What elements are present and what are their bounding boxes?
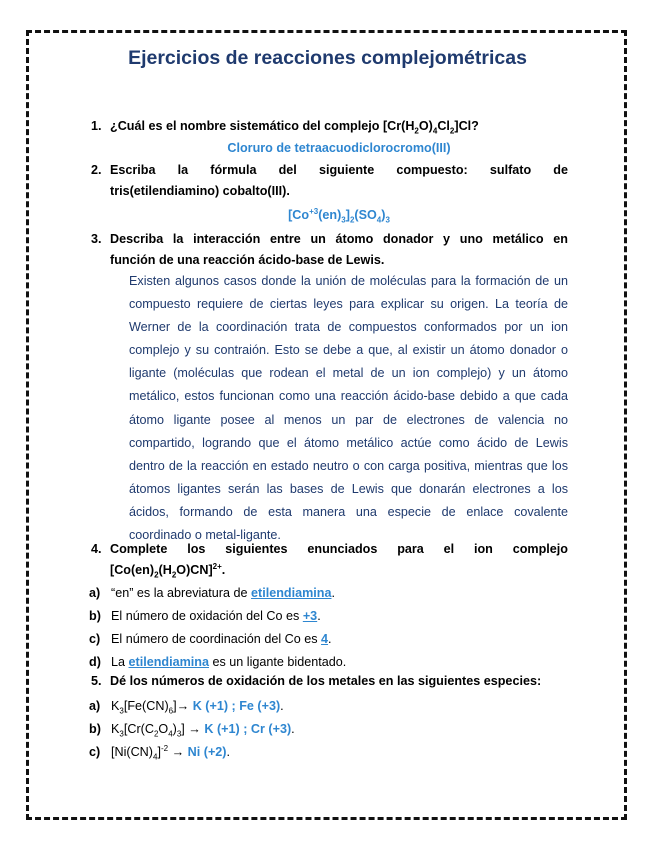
question-3-number: 3. (91, 232, 102, 246)
answer-line: coordinado o metal-ligante. (129, 528, 281, 543)
question-4 (91, 539, 568, 581)
question-3 (91, 229, 568, 271)
question-1-text: ¿Cuál es el nombre sistemático del complejo $[Cr(H_2O)_4Cl_2]Cl$? (110, 119, 479, 136)
answer-value: K (+1) ; Fe (+3) (192, 699, 281, 713)
question-3-answer (129, 270, 568, 547)
question-2 (91, 160, 568, 202)
q4-item-a: a) “en” es la abreviatura de etilendiamina. (89, 586, 335, 600)
q4-item-c: c) El número de coordinación del Co es 4. (89, 632, 332, 646)
question-3-line-1: Describa la interacción entre un átomo donador y uno metálico en (110, 232, 568, 246)
question-2-answer: $[Co^{+3}(en)_3]_2(SO_4)_3$ (288, 206, 390, 225)
q5-item-c: c) $[Ni(CN)_4]^{-2} \to Ni$ (+2). (89, 743, 230, 762)
q5-item-b: b) $K_3[Cr(C_2O_4)_3] \to K$ (+1) ; Cr (+3). (89, 722, 295, 739)
answer-link: etilendiamina (251, 586, 332, 600)
q4-item-b: b) El número de oxidación del Co es +3. (89, 609, 321, 623)
page-title: Ejercicios de reacciones complejométricas (128, 47, 527, 69)
question-1 (91, 116, 568, 137)
answer-line: dentro de la reacción en estado neutro o con carga positiva, mientras que los (129, 458, 568, 473)
question-4-number: 4. (91, 542, 102, 556)
q5-item-a: a) $K_3[Fe(CN)_6]\to K$ (+1) ; Fe (+3). (89, 699, 284, 716)
answer-line: átomo ligante posee al menos un par de electrones de valencia no (129, 412, 568, 427)
question-1-answer: Cloruro de tetraacuodiclorocromo(III) (227, 141, 451, 155)
question-2-number: 2. (91, 163, 102, 177)
answer-line: átomos ligantes serán las bases de Lewis que donarán electrones a los (129, 481, 568, 496)
answer-line: ácidos, formando de esta manera una especie de enlace covalente (129, 504, 568, 519)
answer-value: K (+1) ; Cr (+3) (204, 722, 292, 736)
question-4-formula: $[Co(en)_2(H_2O)CN]^{2+}$. (110, 561, 226, 580)
answer-link: +3 (302, 609, 318, 623)
answer-value: Ni (+2) (187, 745, 227, 759)
answer-line: complejo y su contraión. Esto se debe a que, al existir un átomo donador o (129, 343, 568, 358)
question-5 (91, 671, 568, 692)
answer-line: compuesto requiere de ciertas leyes para explicar su origen. La teoría de (129, 297, 568, 312)
question-1-number: 1. (91, 119, 102, 133)
question-5-number: 5. (91, 674, 102, 688)
question-2-line-2: tris(etilendiamino) cobalto(III). (110, 184, 290, 198)
answer-line: Werner de la coordinación trata de compuestos conformados por un ion (129, 320, 568, 335)
answer-line: ligante (moléculas que rodean el metal de un ion complejo) y un átomo (129, 366, 568, 381)
answer-link: 4 (321, 632, 329, 646)
answer-line: metálico, estos funcionan como una reacción ácido-base debido a que cada (129, 389, 568, 404)
answer-line: Existen algunos casos donde la unión de moléculas para la formación de un (129, 274, 568, 288)
q4-item-d: d) La etilendiamina es un ligante bidentado. (89, 655, 347, 669)
question-3-line-2: función de una reacción ácido-base de Lewis. (110, 253, 385, 267)
question-4-line-1: Complete los siguientes enunciados para el ion complejo (110, 542, 568, 556)
question-2-line-1: Escriba la fórmula del siguiente compuesto: sulfato de (110, 163, 568, 177)
answer-line: compartido, logrando que el átomo metálico actúe como ácido de Lewis (129, 435, 568, 450)
answer-link: etilendiamina (128, 655, 209, 669)
question-5-text: Dé los números de oxidación de los metales en las siguientes especies: (110, 674, 542, 688)
